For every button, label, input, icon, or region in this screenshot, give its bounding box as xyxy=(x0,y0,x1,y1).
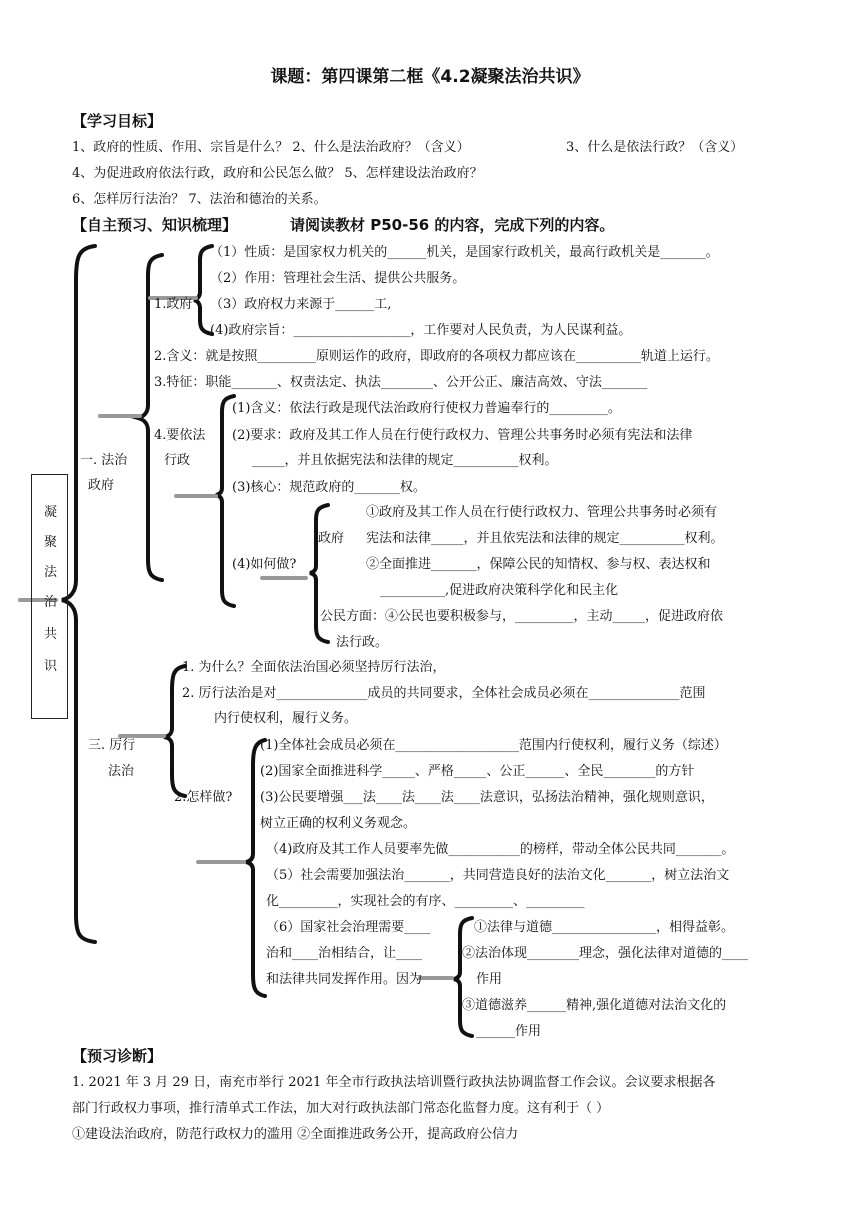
reasons-bracket xyxy=(454,918,472,1036)
sec3-label: 法治 xyxy=(108,764,135,779)
diagnosis-heading: 【预习诊断】 xyxy=(72,1047,163,1065)
reason-item: 作用 xyxy=(476,972,503,987)
how-item: 宪法和法律_____，并且依宪法和法律的规定__________权利。 xyxy=(366,531,724,546)
sec1-item: 2.含义：就是按照_________原则运作的政府，即政府的各项权力都应该在__________轨道上运行。 xyxy=(154,349,719,364)
gov-item: （3）政府权力来源于______工, xyxy=(210,297,392,312)
howto-item: 治和____治相结合，让____ xyxy=(266,946,423,961)
reason-item: ①法律与道德________________，相得益彰。 xyxy=(474,920,735,935)
objective-line: 3、什么是依法行政？（含义） xyxy=(566,140,744,155)
preview-heading: 【自主预习、知识梳理】 xyxy=(72,216,238,234)
howto-item: 树立正确的权利义务观念。 xyxy=(260,816,417,831)
sec3-item: 内行使权利，履行义务。 xyxy=(214,711,358,726)
how-item: 法行政。 xyxy=(336,635,389,650)
how-item: ②全面推进_______，保障公民的知情权、参与权、表达权和 xyxy=(366,557,711,572)
page-title: 课题：第四课第二框《4.2凝聚法治共识》 xyxy=(270,67,590,87)
sec1-label: 政府 xyxy=(88,478,115,493)
law-item: _____，并且依据宪法和法律的规定__________权利。 xyxy=(252,453,558,468)
law-item: (3)核心：规范政府的_______权。 xyxy=(232,480,426,495)
sec3-item: 1. 为什么？全面依法治国必须坚持厉行法治， xyxy=(182,660,446,675)
how-item: __________,促进政府决策科学化和民主化 xyxy=(380,583,619,598)
root-char: 聚 xyxy=(43,535,57,550)
law-label: 行政 xyxy=(164,453,191,468)
reason-item: ______作用 xyxy=(476,1024,542,1039)
gov-item: (4)政府宗旨：__________________，工作要对人民负责，为人民谋利益。 xyxy=(210,323,632,338)
objectives-heading: 【学习目标】 xyxy=(72,112,163,130)
sec1-item: 3.特征：职能_______、权责法定、执法________、公开公正、廉洁高效、守法_______ xyxy=(154,375,648,390)
howto-item: (1)全体社会成员必须在___________________范围内行使权利，履行义务（综述） xyxy=(260,738,727,753)
howto-item: （6）国家社会治理需要____ xyxy=(266,920,431,935)
gov-item: （2）作用：管理社会生活、提供公共服务。 xyxy=(210,271,466,286)
root-char: 共 xyxy=(43,627,57,642)
howto-item: （5）社会需要加强法治_______，共同营造良好的法治文化_______，树立法治文 xyxy=(266,868,730,883)
sec3-item: 2. 厉行法治是对______________成员的共同要求，全体社会成员必须在______________范围 xyxy=(182,686,706,701)
howto-item: (3)公民要增强___法____法____法____法意识，弘扬法治精神，强化规则意识， xyxy=(260,790,714,805)
howto-item: （4)政府及其工作人员要率先做___________的榜样，带动全体公民共同_______。 xyxy=(266,842,735,857)
question-line: 1. 2021 年 3 月 29 日，南充市举行 2021 年全市行政执法培训暨行政执法协调监督工作会议。会议要求根据各 xyxy=(72,1075,716,1090)
root-topic-box xyxy=(31,474,68,719)
law-item: (1)含义：依法行政是现代法治政府行使权力普遍奉行的_________。 xyxy=(232,401,621,416)
how-item: 公民方面：④公民也要积极参与，_________，主动_____，促进政府依 xyxy=(320,609,724,624)
howto-item: 和法律共同发挥作用。因为 xyxy=(266,972,423,987)
howto-item: (2)国家全面推进科学_____、严格_____、公正______、全民________的方针 xyxy=(260,764,695,779)
objective-line: 6、怎样厉行法治？ 7、法治和德治的关系。 xyxy=(72,192,327,207)
howto-item: 化_________，实现社会的有序、_________、_________ xyxy=(266,894,585,909)
gov-item: （1）性质：是国家权力机关的______机关，是国家行政机关，最高行政机关是_______。 xyxy=(210,245,719,260)
preview-instruction: 请阅读教材 P50-56 的内容，完成下列的内容。 xyxy=(290,216,615,234)
objective-line: 4、为促进政府依法行政，政府和公民怎么做？ 5、怎样建设法治政府？ xyxy=(72,166,483,181)
sec1-label: 一. 法治 xyxy=(80,453,128,468)
law-item: (2)要求：政府及其工作人员在行使行政权力、管理公共事务时必须有宪法和法律 xyxy=(232,428,693,443)
law-item: (4)如何做? xyxy=(232,557,297,572)
root-char: 凝 xyxy=(43,505,57,520)
root-char: 识 xyxy=(43,659,57,674)
howto-label: 2.怎样做? xyxy=(174,790,233,805)
gov-label: 1.政府 xyxy=(154,297,193,312)
root-char: 治 xyxy=(43,595,57,610)
sec3-label: 三. 厉行 xyxy=(88,738,136,753)
reason-item: ②法治体现________理念，强化法律对道德的____ xyxy=(462,946,749,961)
root-char: 法 xyxy=(43,565,57,580)
question-line: 部门行政权力事项，推行清单式工作法，加大对行政执法部门常态化监督力度。这有利于（ ） xyxy=(72,1101,610,1116)
how-item: ①政府及其工作人员在行使行政权力、管理公共事务时必须有 xyxy=(366,505,718,520)
how-gov-label: 政府 xyxy=(318,531,345,546)
law-label: 4.要依法 xyxy=(154,428,206,443)
question-option: ①建设法治政府，防范行政权力的滥用 ②全面推进政务公开，提高政府公信力 xyxy=(72,1127,519,1142)
objective-line: 1、政府的性质、作用、宗旨是什么？ 2、什么是法治政府？（含义） xyxy=(72,140,470,155)
reason-item: ③道德滋养______精神,强化道德对法治文化的 xyxy=(462,998,727,1013)
